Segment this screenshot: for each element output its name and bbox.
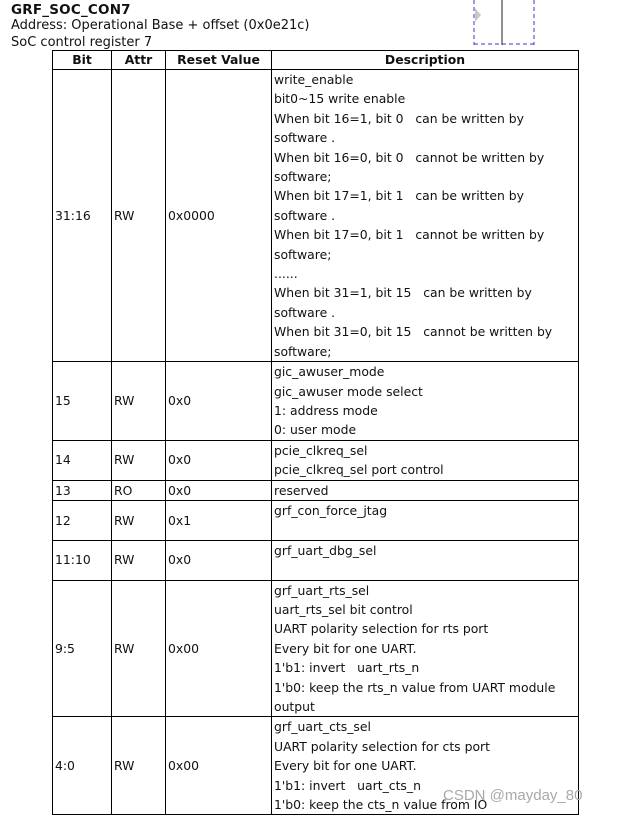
- col-header-reset-value: Reset Value: [166, 51, 272, 70]
- description-line: [274, 560, 576, 579]
- description-line: 1'b0: keep the rts_n value from UART module: [274, 679, 556, 695]
- table-row: [53, 540, 579, 580]
- description-line: Every bit for one UART.: [274, 758, 417, 774]
- description-line: 1'b1: invert uart_rts_n: [274, 660, 420, 676]
- description-line: When bit 31=0, bit 15 cannot be written by: [274, 324, 553, 340]
- description-line: UART polarity selection for cts port: [274, 738, 490, 754]
- cell-reset-value: 0x00: [166, 580, 272, 717]
- description-line: UART polarity selection for rts port: [274, 621, 489, 637]
- register-address: Address: Operational Base + offset (0x0e21c): [11, 18, 310, 33]
- register-table: [52, 50, 579, 815]
- cell-attr: RW: [112, 580, 166, 717]
- description-line: software .: [274, 304, 336, 320]
- description-line: When bit 17=0, bit 1 cannot be written by: [274, 227, 545, 243]
- cell-reset-value: 0x1: [166, 500, 272, 540]
- description-line: 0: user mode: [274, 422, 357, 438]
- cell-attr: RW: [112, 70, 166, 362]
- col-header-attr: Attr: [112, 51, 166, 70]
- description-line: gic_awuser_mode: [274, 364, 385, 380]
- description-line: gic_awuser mode select: [274, 383, 423, 399]
- cell-description: [272, 480, 579, 500]
- description-line: 1'b1: invert uart_cts_n: [274, 777, 421, 793]
- cell-description: [272, 362, 579, 441]
- description-line: software;: [274, 169, 332, 185]
- description-line: When bit 31=1, bit 15 can be written by: [274, 285, 532, 301]
- cell-reset-value: 0x0: [166, 480, 272, 500]
- cell-attr: RW: [112, 500, 166, 540]
- cell-bit: 31:16: [53, 70, 112, 362]
- cell-reset-value: 0x0000: [166, 70, 272, 362]
- description-line: When bit 16=0, bit 0 cannot be written by: [274, 149, 545, 165]
- watermark: CSDN @mayday_80: [443, 787, 583, 804]
- cell-attr: RW: [112, 540, 166, 580]
- cell-bit: 11:10: [53, 540, 112, 580]
- description-line: software;: [274, 246, 332, 262]
- cell-attr: RO: [112, 480, 166, 500]
- description-line: grf_uart_dbg_sel: [274, 542, 377, 558]
- cell-bit: 15: [53, 362, 112, 441]
- table-row: [53, 500, 579, 540]
- description-line: 1'b0: keep the cts_n value from IO: [274, 797, 488, 813]
- description-line: software .: [274, 130, 336, 146]
- description-line: uart_rts_sel bit control: [274, 601, 413, 617]
- description-line: When bit 16=1, bit 0 can be written by: [274, 110, 524, 126]
- description-line: reserved: [274, 482, 329, 498]
- table-row: [53, 580, 579, 717]
- description-line: pcie_clkreq_sel: [274, 442, 368, 458]
- description-line: pcie_clkreq_sel port control: [274, 462, 444, 478]
- table-header-row: [53, 51, 579, 70]
- col-header-bit: Bit: [53, 51, 112, 70]
- register-title: GRF_SOC_CON7: [11, 2, 131, 18]
- table-row: [53, 70, 579, 362]
- cell-description: [272, 500, 579, 540]
- cell-bit: 12: [53, 500, 112, 540]
- description-line: grf_uart_rts_sel: [274, 582, 370, 598]
- table-row: [53, 480, 579, 500]
- description-line: software;: [274, 343, 332, 359]
- description-line: When bit 17=1, bit 1 can be written by: [274, 188, 524, 204]
- description-line: output: [274, 699, 315, 714]
- description-line: 1: address mode: [274, 402, 378, 418]
- cell-bit: 4:0: [53, 717, 112, 815]
- cell-attr: RW: [112, 440, 166, 480]
- cell-attr: RW: [112, 717, 166, 815]
- table-body: [53, 70, 579, 815]
- cell-description: [272, 580, 579, 717]
- cell-reset-value: 0x0: [166, 362, 272, 441]
- description-line: software .: [274, 207, 336, 223]
- cell-description: [272, 540, 579, 580]
- description-line: [274, 520, 576, 539]
- dashed-frame-decoration: [473, 0, 535, 45]
- cell-attr: RW: [112, 362, 166, 441]
- cell-description: [272, 440, 579, 480]
- table-row: [53, 440, 579, 480]
- description-line: bit0~15 write enable: [274, 91, 406, 107]
- cell-description: [272, 70, 579, 362]
- register-subtitle: SoC control register 7: [11, 35, 153, 50]
- table-row: [53, 362, 579, 441]
- description-line: ......: [274, 266, 298, 282]
- description-line: grf_con_force_jtag: [274, 502, 388, 518]
- description-line: Every bit for one UART.: [274, 640, 417, 656]
- col-header-description: Description: [272, 51, 579, 70]
- cell-reset-value: 0x0: [166, 440, 272, 480]
- cell-bit: 9:5: [53, 580, 112, 717]
- cell-reset-value: 0x0: [166, 540, 272, 580]
- description-line: grf_uart_cts_sel: [274, 719, 371, 735]
- chevron-right-icon: [475, 8, 481, 22]
- cell-reset-value: 0x00: [166, 717, 272, 815]
- description-line: write_enable: [274, 72, 354, 87]
- cell-bit: 13: [53, 480, 112, 500]
- cell-bit: 14: [53, 440, 112, 480]
